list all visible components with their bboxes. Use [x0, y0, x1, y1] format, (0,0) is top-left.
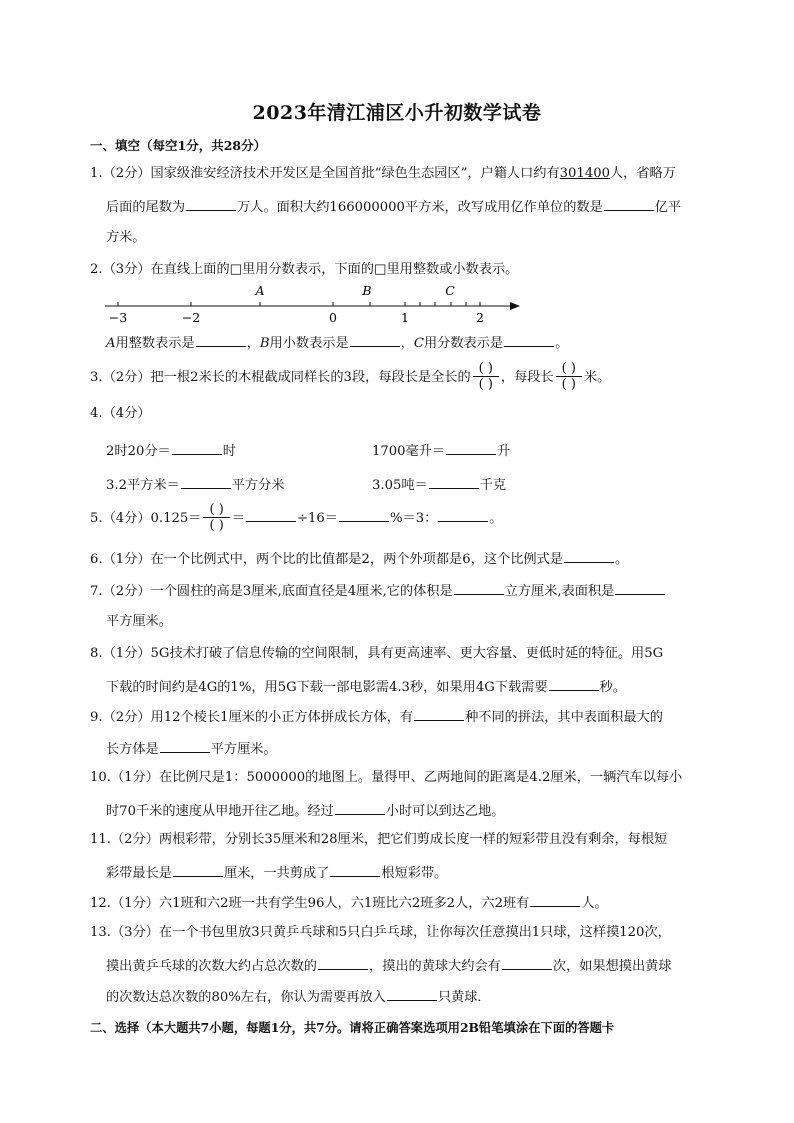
- question-13-line-3: 的次数达总次数的80%左右，你认为需要再放入 只黄球．: [106, 990, 491, 1005]
- answer-blank[interactable]: [446, 442, 496, 455]
- conversion-item: 2时20分＝ 时: [106, 444, 236, 459]
- question-11-line-1: 11.（2分）两根彩带，分别长35厘米和28厘米，把它们剪成长度一样的短彩带且没有剩余，每根短: [90, 832, 668, 847]
- question-6: 6.（1分）在一个比例式中，两个比的比值都是2，两个外项都是6，这个比例式是 。: [90, 552, 629, 567]
- answer-blank[interactable]: [615, 582, 665, 595]
- answer-blank[interactable]: [564, 550, 614, 563]
- axis-tick-neg2: −2: [181, 310, 201, 325]
- answer-blank[interactable]: [414, 708, 464, 721]
- answer-blank[interactable]: [330, 864, 380, 877]
- answer-blank[interactable]: [160, 740, 210, 753]
- question-9-line-1: 9.（2分）用12个棱长1厘米的小正方体拼成长方体，有 种不同的拼法，其中表面积最大的: [90, 710, 663, 725]
- question-2-line-2: A用整数表示是 ，B用小数表示是 ，C用分数表示是 。: [106, 336, 569, 351]
- section-heading-multiple-choice: 二、选择（本大题共7小题，每题1分，共7分。请将正确答案选项用2B铅笔填涂在下面的答题卡: [90, 1020, 615, 1035]
- question-10-line-2: 时70千米的速度从甲地开往乙地。经过 小时可以到达乙地。: [106, 804, 505, 819]
- answer-blank[interactable]: [454, 582, 504, 595]
- section-heading-fill-blank: 一、填空（每空1分，共28分）: [90, 138, 267, 153]
- question-8-line-2: 下载的时间约是4G的1%，用5G下载一部电影需4.3秒，如果用4G下载需要 秒。: [106, 680, 626, 695]
- axis-tick-neg3: −3: [108, 310, 128, 325]
- question-1-line-1: 1.（2分）国家级淮安经济技术开发区是全国首批“绿色生态园区”，户籍人口约有301400人，省略万: [90, 166, 676, 181]
- axis-label-c: C: [445, 283, 455, 298]
- answer-blank[interactable]: [604, 198, 654, 211]
- question-5: 5.（4分）0.125＝ $\frac{( )}{( )}$ ＝ ÷16＝ %＝3： 。: [90, 502, 503, 533]
- answer-blank[interactable]: [339, 509, 389, 522]
- question-7-line-1: 7.（2分）一个圆柱的高是3厘米,底面直径是4厘米,它的体积是 立方厘米,表面积是: [90, 582, 666, 600]
- axis-label-b: B: [362, 283, 372, 298]
- answer-blank[interactable]: [172, 442, 222, 455]
- question-7-line-2: 平方厘米。: [106, 614, 172, 629]
- question-2-line-1: 2.（3分）在直线上面的□里用分数表示，下面的□里用整数或小数表示。: [90, 262, 519, 277]
- number-line-diagram: [90, 282, 530, 326]
- answer-blank[interactable]: [246, 509, 296, 522]
- answer-blank[interactable]: [186, 198, 236, 211]
- question-12: 12.（1分）六1班和六2班一共有学生96人，六1班比六2班多2人，六2班有 人。: [90, 896, 608, 911]
- answer-blank[interactable]: [502, 957, 552, 970]
- answer-blank[interactable]: [196, 334, 246, 347]
- axis-tick-2: 2: [476, 310, 484, 325]
- axis-label-a: A: [255, 283, 265, 298]
- answer-blank[interactable]: [173, 864, 223, 877]
- answer-blank[interactable]: [318, 957, 368, 970]
- axis-tick-1: 1: [401, 310, 409, 325]
- question-10-line-1: 10.（1分）在比例尺是1：5000000的地图上。量得甲、乙两地间的距离是4.2厘米，一辆汽车以每小: [90, 770, 683, 785]
- question-8-line-1: 8.（1分）5G技术打破了信息传输的空间限制，具有更高速率、更大容量、更低时延的特征。用5G: [90, 646, 664, 661]
- answer-blank[interactable]: [549, 678, 599, 691]
- axis-tick-0: 0: [329, 310, 337, 325]
- question-3: 3.（2分）把一根2米长的木棍截成同样长的3段，每段长是全长的 $\frac{( )}{( )}$ ，每段长 $\frac{( )}{( )}$ 米。: [90, 361, 611, 392]
- fraction-blank[interactable]: $\frac{( )}{( )}$: [556, 361, 582, 392]
- question-4-head: 4.（4分）: [90, 406, 151, 421]
- answer-blank[interactable]: [335, 802, 385, 815]
- answer-blank[interactable]: [350, 334, 400, 347]
- question-11-line-2: 彩带最长是 厘米，一共剪成了 根短彩带。: [106, 866, 448, 881]
- answer-blank[interactable]: [438, 509, 488, 522]
- question-13-line-2: 摸出黄乒乓球的次数大约占总次数的 ，摸出的黄球大约会有 次，如果想摸出黄球: [106, 959, 672, 974]
- fraction-blank[interactable]: $\frac{( )}{( )}$: [203, 502, 229, 533]
- question-13-line-1: 13.（3分）在一个书包里放3只黄乒乓球和5只白乒乓球，让你每次任意摸出1只球，这样摸120次，: [90, 925, 671, 940]
- conversion-item: 3.2平方米＝ 平方分米: [106, 478, 285, 493]
- question-9-line-2: 长方体是 平方厘米。: [106, 742, 277, 757]
- answer-blank[interactable]: [429, 476, 479, 489]
- conversion-item: 1700毫升＝ 升: [372, 444, 511, 459]
- answer-blank[interactable]: [181, 476, 231, 489]
- page-title: 2023年清江浦区小升初数学试卷: [252, 102, 542, 124]
- conversion-item: 3.05吨＝ 千克: [372, 478, 507, 493]
- answer-blank[interactable]: [504, 334, 554, 347]
- question-1-line-3: 方米。: [106, 230, 146, 245]
- answer-blank[interactable]: [387, 988, 437, 1001]
- population-number: 301400: [559, 166, 610, 181]
- fraction-blank[interactable]: $\frac{( )}{( )}$: [473, 361, 499, 392]
- question-1-line-2: 后面的尾数为 万人。面积大约166000000平方米，改写成用亿作单位的数是 亿平: [106, 200, 682, 215]
- answer-blank[interactable]: [530, 894, 580, 907]
